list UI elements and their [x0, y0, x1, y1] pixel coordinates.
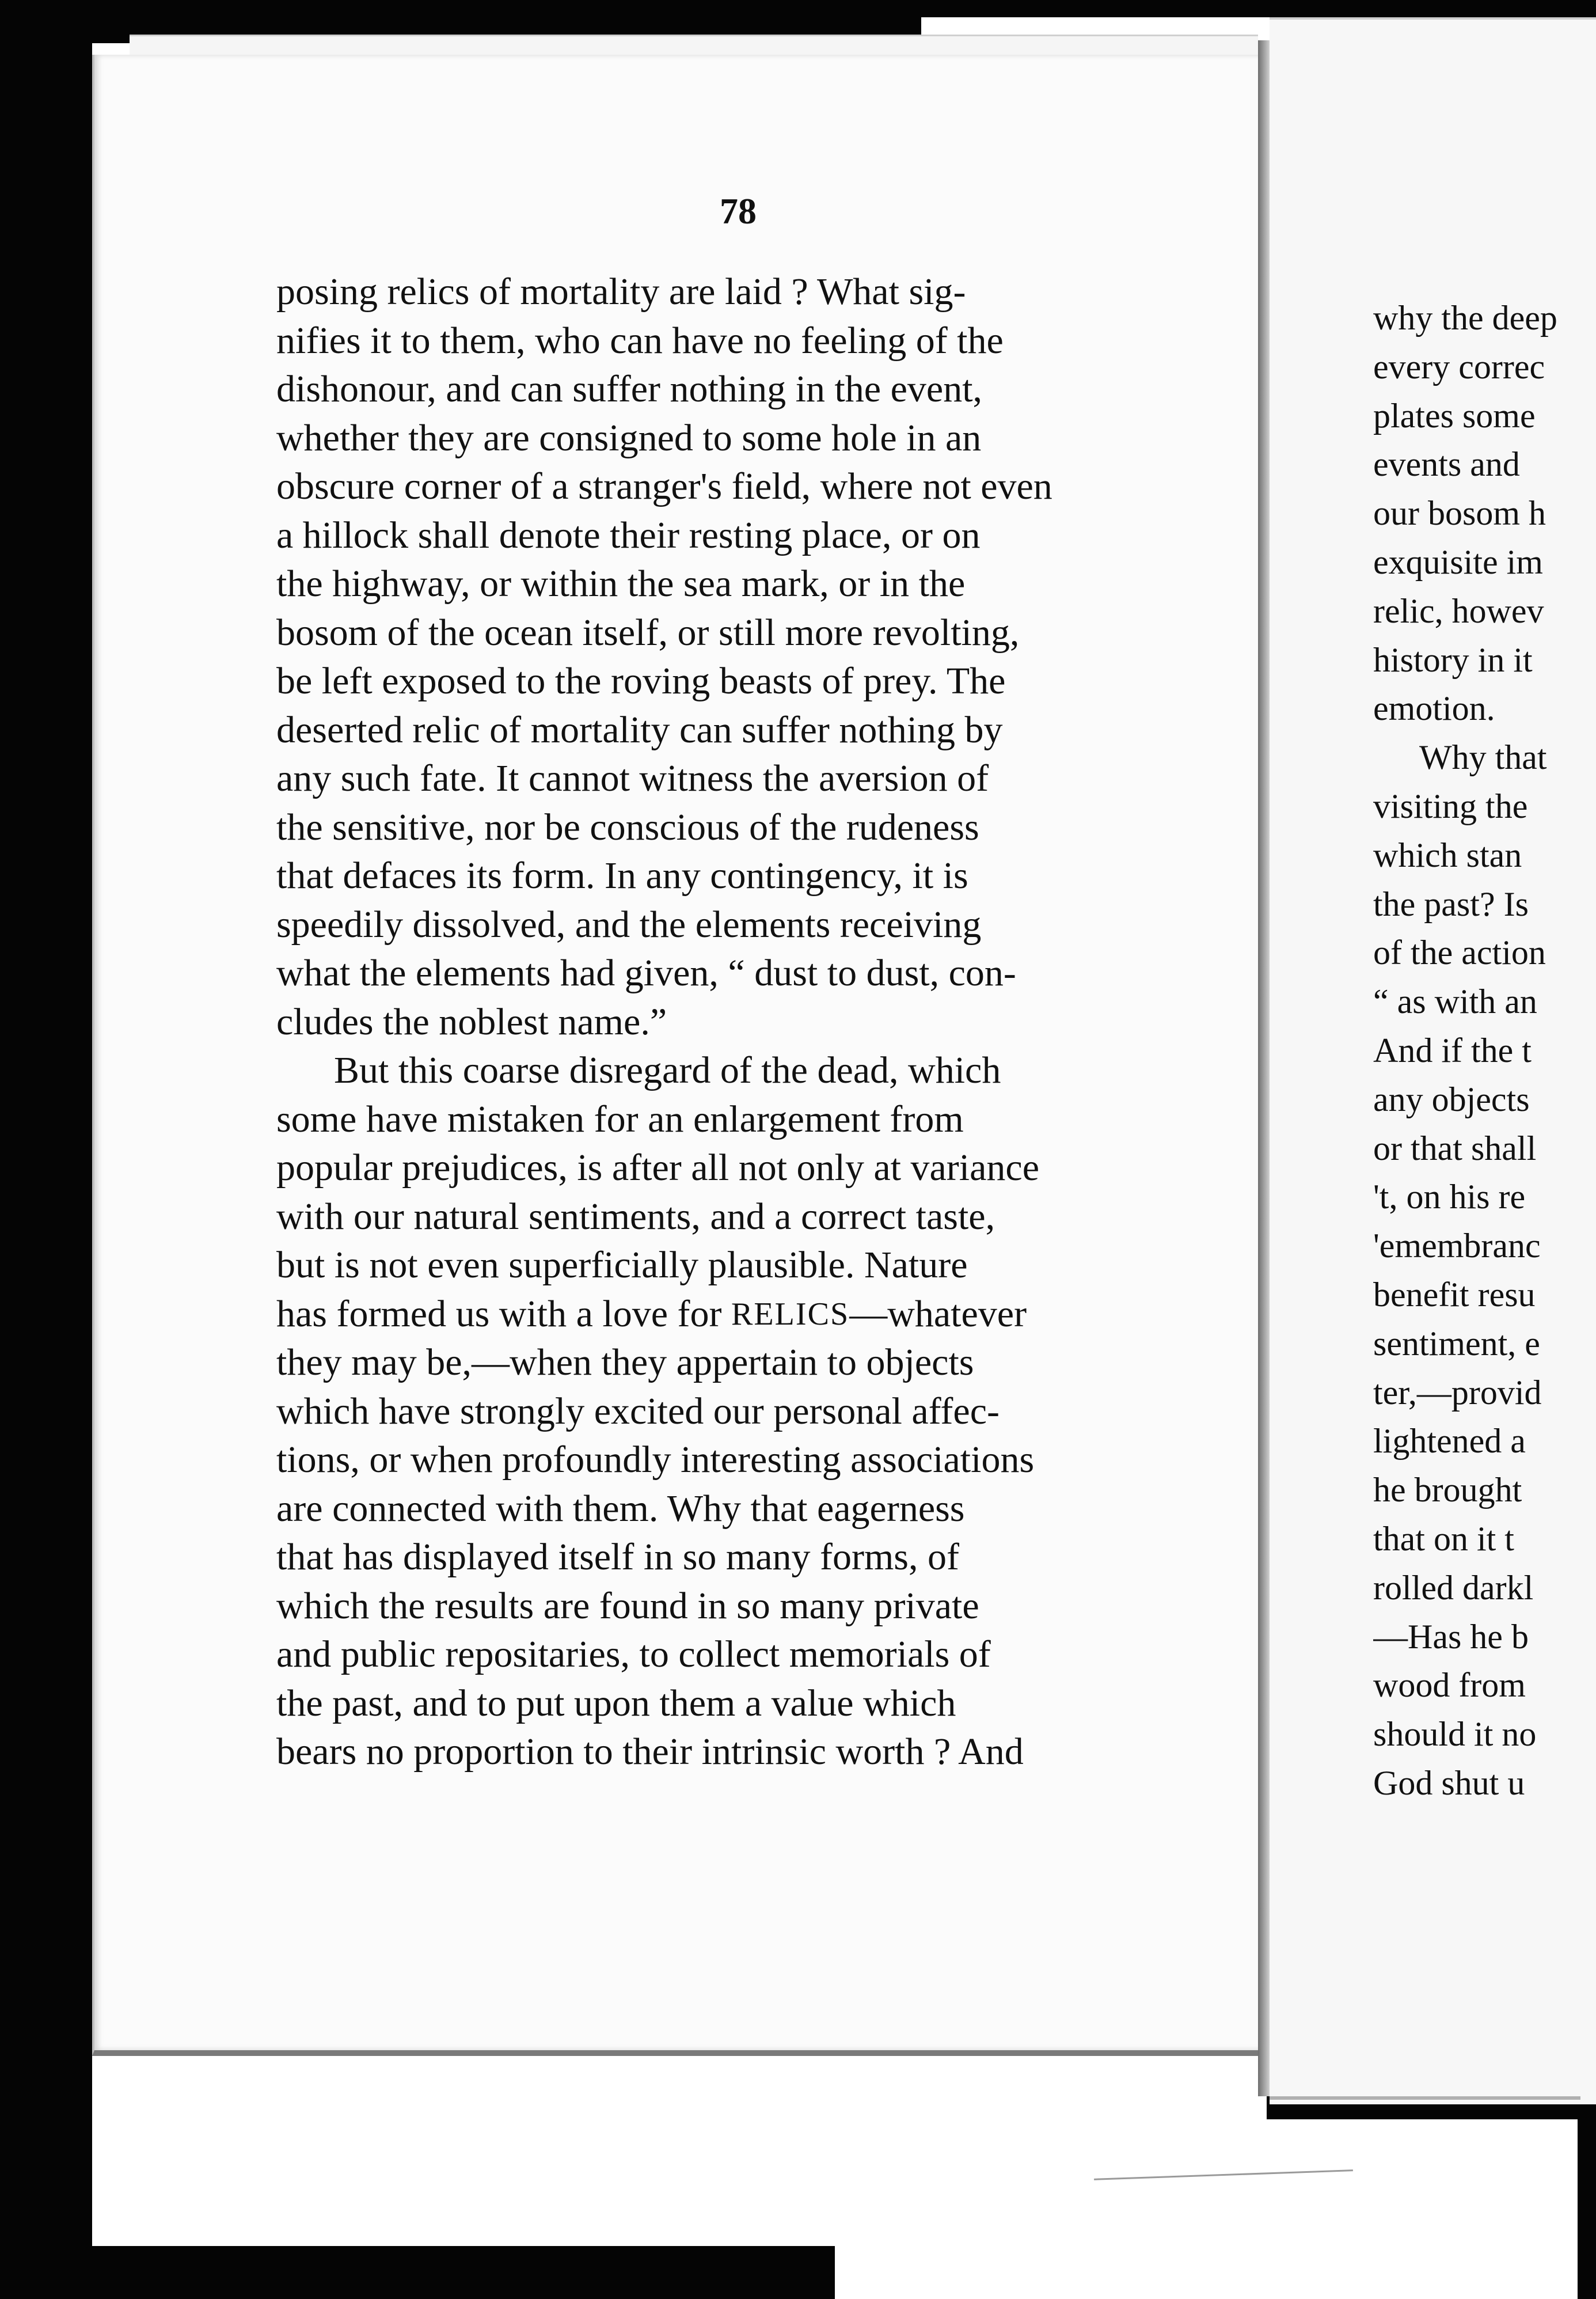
- text-line: the highway, or within the sea mark, or in the: [276, 563, 966, 605]
- text-line: “ as with an: [1373, 982, 1537, 1021]
- text-line: popular prejudices, is after all not only at variance: [276, 1147, 1039, 1189]
- text-line: bears no proportion to their intrinsic worth ? And: [276, 1731, 1024, 1773]
- text-line: be left exposed to the roving beasts of prey. The: [276, 660, 1006, 702]
- page-number: 78: [720, 191, 757, 232]
- text-line: a hillock shall denote their resting place, or on: [276, 514, 981, 556]
- scan-border-left: [0, 0, 92, 2299]
- text-line: And if the t: [1373, 1031, 1532, 1069]
- text-line: they may be,—when they appertain to objects: [276, 1341, 974, 1383]
- text-line: any objects: [1373, 1080, 1530, 1118]
- text-line: Why that: [1419, 738, 1547, 777]
- text-line: that on it t: [1373, 1519, 1514, 1558]
- text-segment: —whatever: [849, 1292, 1027, 1335]
- text-line: bosom of the ocean itself, or still more revolting,: [276, 611, 1020, 654]
- text-line: are connected with them. Why that eagerness: [276, 1487, 965, 1530]
- text-line: whether they are consigned to some hole in an: [276, 416, 982, 459]
- text-line: obscure corner of a stranger's field, where not even: [276, 465, 1052, 507]
- text-line: events and: [1373, 445, 1520, 484]
- book-gutter: [1258, 40, 1270, 2096]
- text-line: that defaces its form. In any contingency, it is: [276, 855, 968, 897]
- text-line: our bosom h: [1373, 494, 1546, 533]
- text-line: some have mistaken for an enlargement from: [276, 1098, 964, 1140]
- text-line: But this coarse disregard of the dead, which: [334, 1049, 1001, 1091]
- text-line: he brought: [1373, 1471, 1522, 1509]
- text-line: posing relics of mortality are laid ? What sig-: [276, 271, 966, 313]
- text-line: cludes the noblest name.”: [276, 1000, 667, 1043]
- text-line: rolled darkl: [1373, 1568, 1534, 1607]
- text-line: nifies it to them, who can have no feeling of the: [276, 319, 1004, 362]
- text-line: —Has he b: [1373, 1617, 1529, 1656]
- text-line: the sensitive, nor be conscious of the rudeness: [276, 806, 979, 848]
- text-line: ter,—provid: [1373, 1373, 1542, 1412]
- text-line: that has displayed itself in so many forms, of: [276, 1536, 959, 1578]
- right-page-text: [1373, 294, 1596, 1808]
- text-line: with our natural sentiments, and a correct taste,: [276, 1195, 995, 1238]
- left-page-text: [276, 268, 1163, 1777]
- text-line: 'emembranc: [1373, 1227, 1541, 1265]
- text-line: deserted relic of mortality can suffer nothing by: [276, 708, 1003, 751]
- text-line: speedily dissolved, and the elements receiving: [276, 903, 982, 946]
- text-line: God shut u: [1373, 1763, 1525, 1802]
- text-line: 't, on his re: [1373, 1178, 1526, 1216]
- text-line: should it no: [1373, 1715, 1537, 1754]
- text-line: dishonour, and can suffer nothing in the event,: [276, 368, 983, 410]
- text-line: which the results are found in so many private: [276, 1584, 979, 1627]
- text-segment: has formed us with a love for: [276, 1292, 722, 1335]
- text-line-relics: [276, 1290, 1163, 1339]
- text-line: the past? Is: [1373, 885, 1529, 923]
- text-line: or that shall: [1373, 1129, 1537, 1167]
- text-line: but is not even superficially plausible. Nature: [276, 1244, 968, 1286]
- scan-border-bottom-left: [0, 2246, 835, 2299]
- text-line: any such fate. It cannot witness the aversion of: [276, 757, 989, 799]
- text-line: tions, or when profoundly interesting associations: [276, 1439, 1035, 1481]
- scan-artifact-line: [1094, 2169, 1353, 2180]
- text-line: plates some: [1373, 396, 1536, 435]
- text-line: and public repositaries, to collect memorials of: [276, 1633, 991, 1675]
- relics-smallcaps: RELICS: [731, 1296, 850, 1332]
- text-line: history in it: [1373, 640, 1533, 679]
- text-line: relic, howev: [1373, 591, 1544, 630]
- text-line: visiting the: [1373, 787, 1528, 825]
- text-line: emotion.: [1373, 689, 1495, 728]
- text-line: which stan: [1373, 836, 1522, 874]
- text-line: benefit resu: [1373, 1275, 1536, 1314]
- text-line: of the action: [1373, 934, 1546, 972]
- text-line: what the elements had given, “ dust to dust, con-: [276, 952, 1016, 994]
- text-line: exquisite im: [1373, 542, 1543, 581]
- text-line: which have strongly excited our personal affec-: [276, 1390, 1000, 1432]
- text-line: sentiment, e: [1373, 1324, 1540, 1363]
- scan-artifact-line: [1270, 2096, 1580, 2100]
- text-line: why the deep: [1373, 299, 1557, 337]
- text-line: wood from: [1373, 1666, 1526, 1705]
- text-line: lightened a: [1373, 1422, 1526, 1460]
- text-line: every correc: [1373, 347, 1545, 386]
- scan-border-right-top: [921, 0, 1596, 17]
- text-line: the past, and to put upon them a value which: [276, 1682, 956, 1724]
